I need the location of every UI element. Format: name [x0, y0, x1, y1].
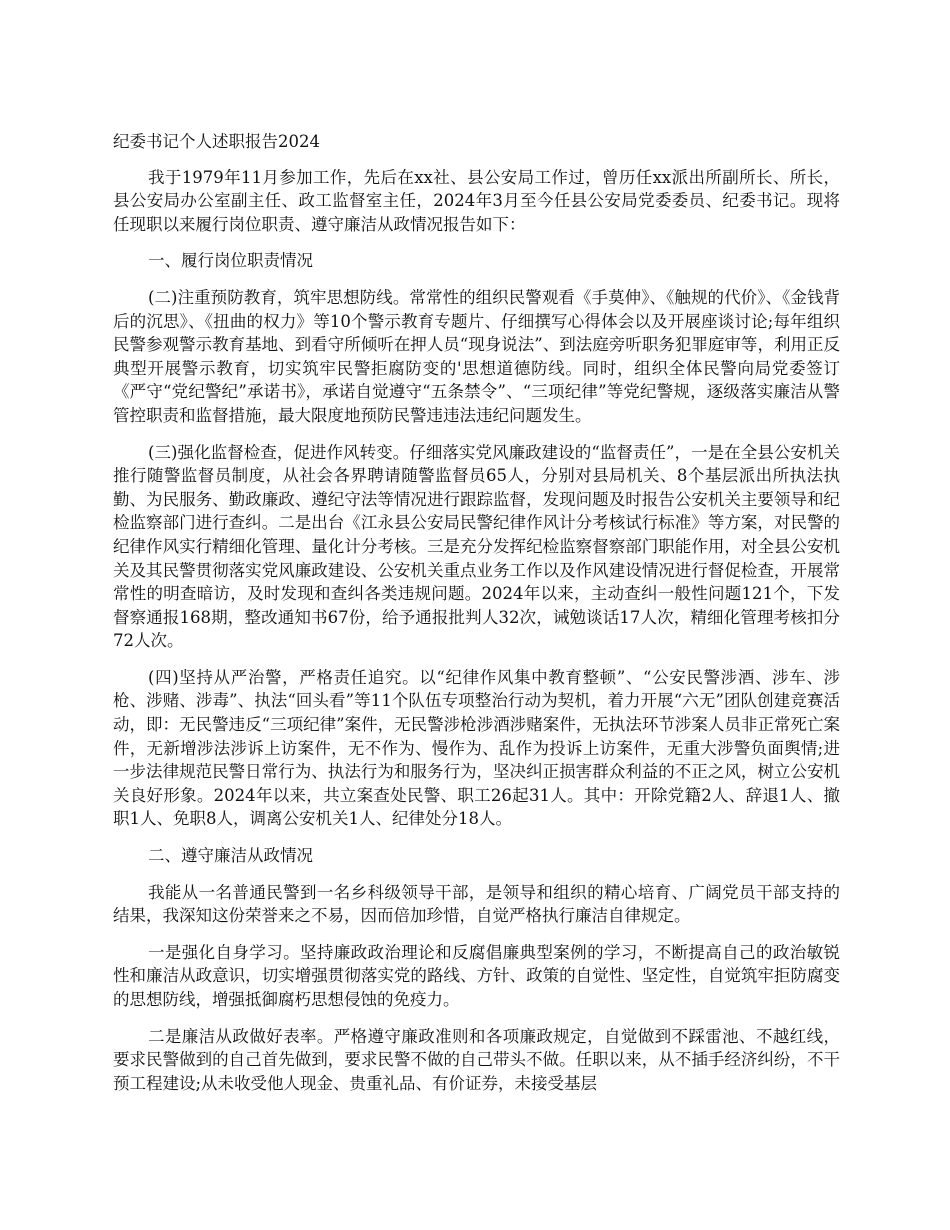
document-page — [113, 118, 840, 1108]
intro-paragraph: 我于1979年11月参加工作，先后在xx社、县公安局工作过，曾历任xx派出所副所长、所长，县公安局办公室副主任、政工监督室主任，2024年3月至今任县公安局党委委员、纪委书记。现将任现职以来履行岗位职责、遵守廉洁从政情况报告如下： — [113, 167, 840, 234]
section-1-heading: 一、履行岗位职责情况 — [148, 251, 313, 271]
section-2-paragraph-3: 二是廉洁从政做好表率。严格遵守廉政准则和各项廉政规定，自觉做到不踩雷池、不越红线，要求民警做到的自己首先做到，要求民警不做的自己带头不做。任职以来，从不插手经济纠纷，不干预工程建设;从未收受他人现金、贵重礼品、有价证券，未接受基层 — [113, 1026, 840, 1093]
document-title: 纪委书记个人述职报告2024 — [113, 132, 320, 151]
section-2-paragraph-2: 一是强化自身学习。坚持廉政政治理论和反腐倡廉典型案例的学习，不断提高自己的政治敏锐性和廉洁从政意识，切实增强贯彻落实党的路线、方针、政策的自觉性、坚定性，自觉筑牢拒防腐变的思想防线，增强抵御腐朽思想侵蚀的免疫力。 — [113, 942, 840, 1009]
section-1-paragraph-2: (三)强化监督检查，促进作风转变。仔细落实党风廉政建设的“监督责任”，一是在全县公安机关推行随警监督员制度，从社会各界聘请随警监督员65人，分别对县局机关、8个基层派出所执法执勤、为民服务、勤政廉政、遵纪守法等情况进行跟踪监督，发现问题及时报告公安机关主要领导和纪检监察部门进行查纠。二是出台《江永县公安局民警纪律作风计分考核试行标准》等方案，对民警的纪律作风实行精细化管理、量化计分考核。三是充分发挥纪检监察督察部门职能作用，对全县公安机关及其民警贯彻落实党风廉政建设、公安机关重点业务工作以及作风建设情况进行督促检查，开展常常性的明查暗访，及时发现和查纠各类违规问题。2024年以来，主动查纠一般性问题121个，下发督察通报168期，整改通知书67份，给予通报批判人32次，诫勉谈话17人次，精细化管理考核扣分72人次。 — [113, 442, 840, 651]
section-2-heading: 二、遵守廉洁从政情况 — [148, 846, 313, 866]
section-1-paragraph-3: (四)坚持从严治警，严格责任追究。以“纪律作风集中教育整顿”、“公安民警涉酒、涉车、涉枪、涉赌、涉毒”、执法“回头看”等11个队伍专项整治行动为契机，着力开展“六无”团队创建竞赛活动，即：无民警违反“三项纪律”案件，无民警涉枪涉酒涉赌案件，无执法环节涉案人员非正常死亡案件，无新增涉法涉诉上访案件，无不作为、慢作为、乱作为投诉上访案件，无重大涉警负面舆情;进一步法律规范民警日常行为、执法行为和服务行为，坚决纠正损害群众利益的不正之风，树立公安机关良好形象。2024年以来，共立案查处民警、职工26起31人。其中：开除党籍2人、辞退1人、撤职1人、免职8人，调离公安机关1人、纪律处分18人。 — [113, 667, 840, 829]
section-1-paragraph-1: (二)注重预防教育，筑牢思想防线。常常性的组织民警观看《手莫伸》、《触规的代价》、《金钱背后的沉思》、《扭曲的权力》等10个警示教育专题片、仔细撰写心得体会以及开展座谈讨论;每年组织民警参观警示教育基地、到看守所倾听在押人员“现身说法”、到法庭旁听职务犯罪庭审等，利用正反典型开展警示教育，切实筑牢民警拒腐防变的'思想道德防线。同时，组织全体民警向局党委签订《严守“党纪警纪”承诺书》，承诺自觉遵守“五条禁令”、“三项纪律”等党纪警规，逐级落实廉洁从警管控职责和监督措施，最大限度地预防民警违违法违纪问题发生。 — [113, 287, 840, 425]
section-2-paragraph-1: 我能从一名普通民警到一名乡科级领导干部，是领导和组织的精心培育、广阔党员干部支持的结果，我深知这份荣誉来之不易，因而倍加珍惜，自觉严格执行廉洁自律规定。 — [113, 882, 840, 926]
